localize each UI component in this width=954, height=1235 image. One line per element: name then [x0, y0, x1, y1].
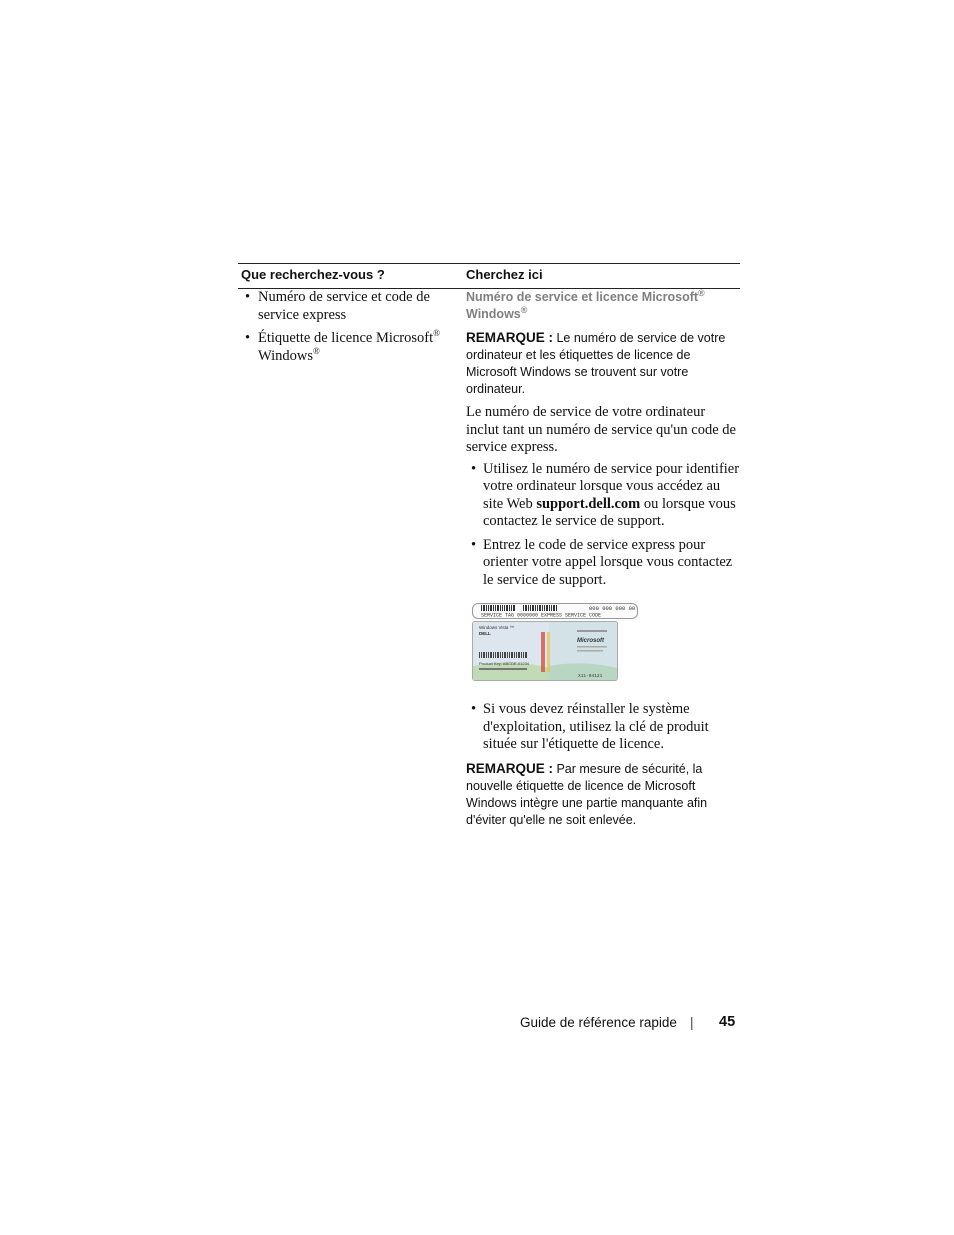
left-column: [238, 289, 448, 371]
microsoft-logo-text: Microsoft: [577, 638, 604, 644]
list-item: [238, 330, 448, 365]
paragraph-service-number: Le numéro de service de votre ordinateur inclut tant un numéro de service qu'un code de service express.: [466, 404, 736, 455]
service-tag-caption: SERVICE TAG 0000000 EXPRESS SERVICE CODE: [481, 612, 602, 618]
product-key-text: Product Key: ABCDE-01234: [479, 661, 530, 666]
label-illustration: [472, 603, 640, 683]
list-item: [238, 289, 448, 324]
list-item-text: Numéro de service et code de service express: [258, 289, 430, 323]
bullet-glyph: •: [245, 330, 251, 346]
footer-title: Guide de référence rapide: [520, 1015, 677, 1030]
info-table: [238, 263, 740, 827]
windows-license-label: [472, 621, 618, 681]
subheading-text: Numéro de service et licence Microsoft: [466, 290, 699, 304]
footer-separator: |: [690, 1015, 694, 1030]
bullet-glyph: •: [471, 460, 477, 477]
note-label: REMARQUE :: [466, 760, 553, 776]
column-header-what: Que recherchez-vous ?: [241, 267, 385, 282]
service-tag-label: [472, 603, 638, 619]
list-item-text: Utilisez le numéro de service pour identifier votre ordinateur lorsque vous accédez au site Web: [483, 460, 740, 512]
column-header-where: Cherchez ici: [466, 267, 543, 282]
note-service-tag: [466, 329, 740, 398]
list-item: [466, 701, 740, 754]
list-item-text-end: ou lorsque vous contactez le service de support.: [483, 495, 736, 529]
list-item-text-2: Windows: [258, 347, 313, 364]
section-subheading: [466, 289, 740, 323]
list-item-text: Étiquette de licence Microsoft: [258, 330, 434, 346]
note-security: [466, 760, 740, 829]
note-text: Par mesure de sécurité, la nouvelle étiquette de licence de Microsoft Windows intègre une partie manquante afin d'éviter qu'elle ne soit enlevée.: [466, 761, 708, 827]
coa-title: Windows Vista ™: [479, 625, 515, 630]
bullet-glyph: •: [471, 701, 477, 717]
right-column: [466, 289, 740, 829]
bullet-glyph: •: [471, 536, 477, 553]
express-code-number: 000 000 000 00: [589, 605, 636, 612]
list-item: [466, 537, 740, 590]
coa-serial: X11-04121: [578, 674, 603, 679]
registered-mark: ®: [313, 345, 320, 356]
list-item-text: Si vous devez réinstaller le système d'exploitation, utilisez la clé de produit située sur l'étiquette de licence.: [483, 701, 709, 752]
bullet-glyph: •: [245, 289, 251, 305]
list-item-text: Entrez le code de service express pour orienter votre appel lorsque vous contactez le service de support.: [483, 536, 733, 588]
registered-mark: ®: [433, 328, 440, 339]
registered-mark: ®: [520, 304, 528, 315]
license-label-image: [473, 622, 617, 680]
registered-mark: ®: [698, 287, 705, 298]
note-text: Le numéro de service de votre ordinateur et les étiquettes de licence de Microsoft Windows se trouvent sur votre ordinateur.: [466, 331, 726, 396]
barcode-image: [473, 604, 637, 618]
subheading-text-2: Windows: [466, 307, 521, 321]
list-item: [466, 461, 740, 531]
note-label: REMARQUE :: [466, 330, 553, 345]
dell-logo-text: DELL: [479, 631, 491, 636]
page-number: 45: [719, 1014, 736, 1030]
support-link[interactable]: support.dell.com: [536, 495, 641, 512]
table-header-row: [238, 264, 740, 288]
